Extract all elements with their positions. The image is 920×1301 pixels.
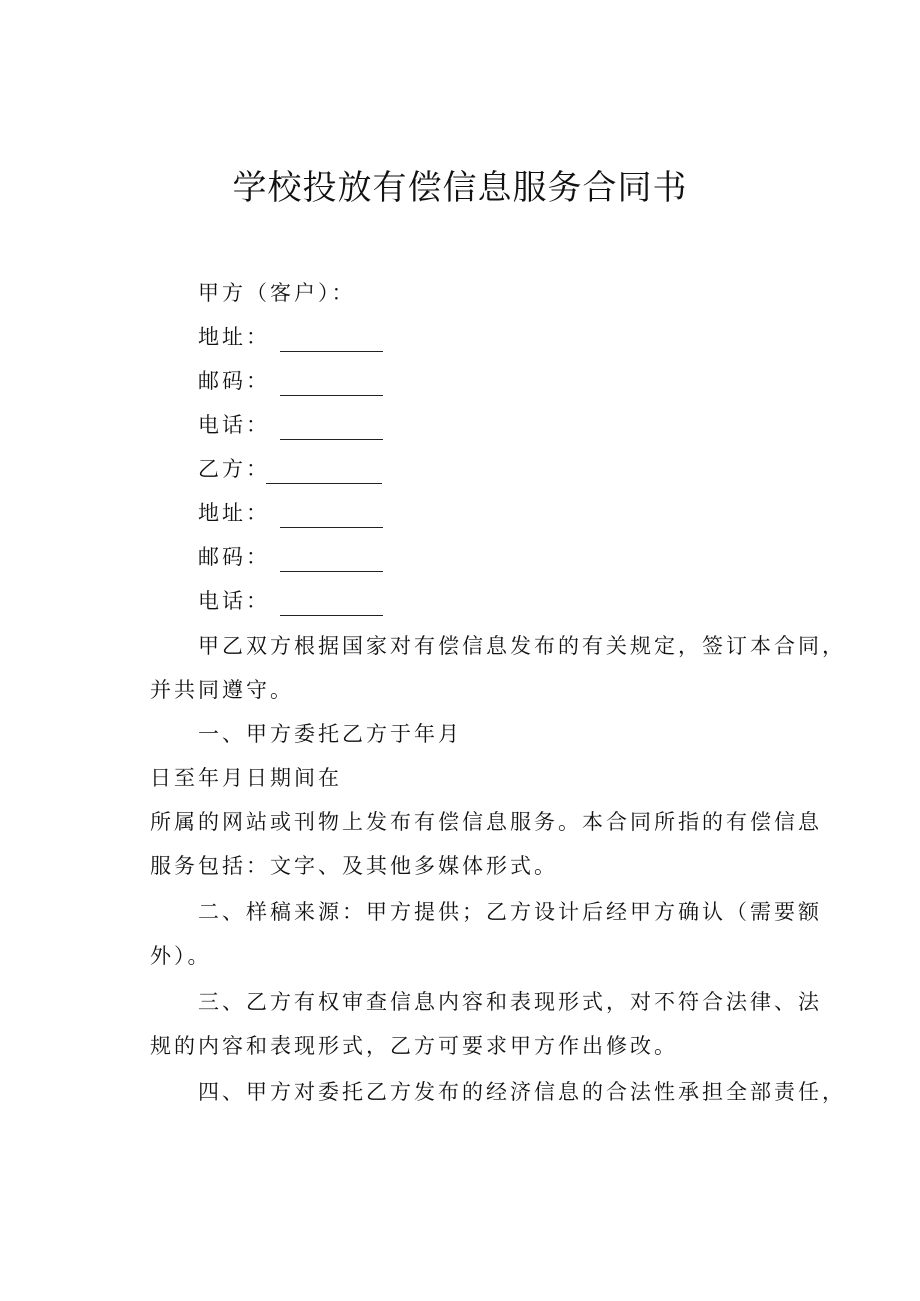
contract-body bbox=[150, 624, 846, 1114]
party-b-address-label: 地址： bbox=[198, 501, 270, 525]
party-a-address-row bbox=[198, 322, 383, 352]
party-a-phone-blank[interactable] bbox=[280, 417, 383, 440]
party-b-postcode-blank[interactable] bbox=[280, 549, 383, 572]
party-b-postcode-label: 邮码： bbox=[198, 545, 270, 569]
party-a-address-blank[interactable] bbox=[280, 329, 383, 352]
party-a-label-row bbox=[198, 278, 356, 308]
party-a-postcode-label: 邮码： bbox=[198, 369, 270, 393]
party-a-postcode-row bbox=[198, 366, 383, 396]
party-a-address-label: 地址： bbox=[198, 325, 270, 349]
body-line: 服务包括：文字、及其他多媒体形式。 bbox=[150, 854, 558, 878]
body-line: 并共同遵守。 bbox=[150, 678, 294, 702]
document-title: 学校投放有偿信息服务合同书 bbox=[232, 168, 688, 208]
party-b-name-blank[interactable] bbox=[266, 461, 382, 484]
party-b-postcode-row bbox=[198, 542, 383, 572]
party-a-phone-row bbox=[198, 410, 383, 440]
party-a-phone-label: 电话： bbox=[198, 413, 270, 437]
party-b-label: 乙方： bbox=[198, 457, 270, 481]
party-b-label-row bbox=[198, 454, 382, 484]
party-b-address-row bbox=[198, 498, 383, 528]
body-line: 甲乙双方根据国家对有偿信息发布的有关规定，签订本合同， bbox=[198, 634, 846, 658]
party-a-label: 甲方（客户）： bbox=[198, 281, 356, 305]
party-b-phone-row bbox=[198, 586, 383, 616]
body-line: 规的内容和表现形式，乙方可要求甲方作出修改。 bbox=[150, 1034, 678, 1058]
party-a-postcode-blank[interactable] bbox=[280, 373, 383, 396]
body-line: 二、样稿来源：甲方提供；乙方设计后经甲方确认（需要额 bbox=[198, 900, 822, 924]
party-b-phone-blank[interactable] bbox=[280, 593, 383, 616]
body-line: 三、乙方有权审查信息内容和表现形式，对不符合法律、法 bbox=[198, 990, 822, 1014]
body-line: 日至年月日期间在 bbox=[150, 766, 342, 790]
body-line: 四、甲方对委托乙方发布的经济信息的合法性承担全部责任， bbox=[198, 1080, 846, 1104]
body-line: 所属的网站或刊物上发布有偿信息服务。本合同所指的有偿信息 bbox=[150, 810, 822, 834]
party-b-address-blank[interactable] bbox=[280, 505, 383, 528]
body-line: 一、甲方委托乙方于年月 bbox=[198, 722, 462, 746]
party-b-phone-label: 电话： bbox=[198, 589, 270, 613]
body-line: 外）。 bbox=[150, 944, 212, 968]
